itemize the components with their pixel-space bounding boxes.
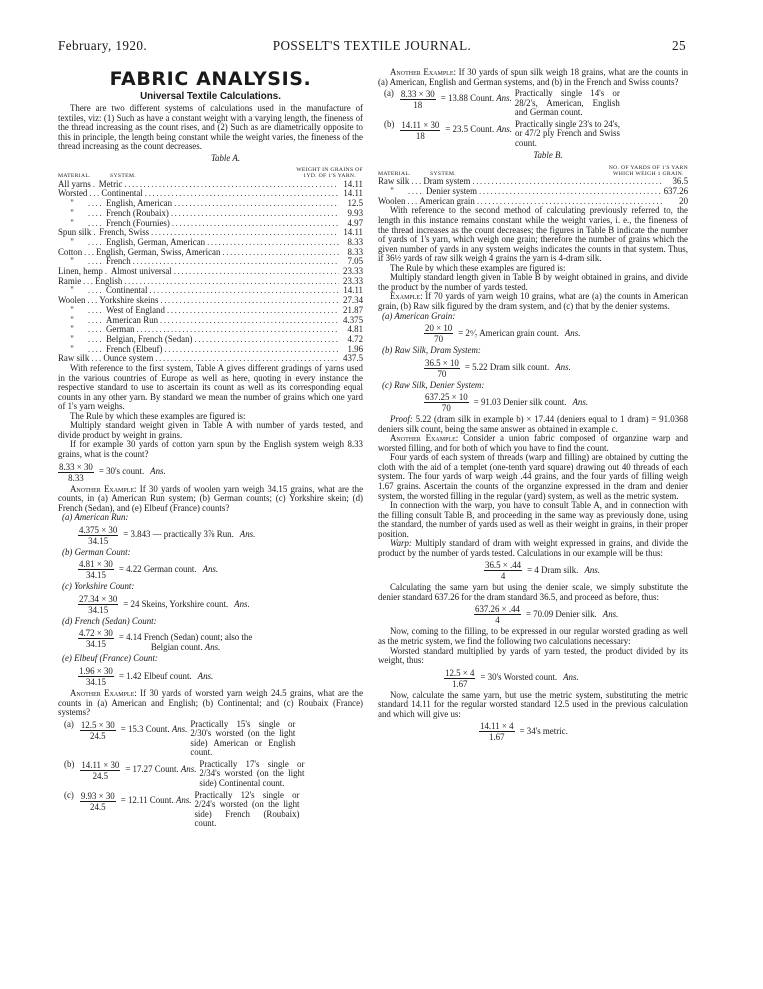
paragraph: Four yards of each system of threads (warp and filling) are obtained by cutting the cloth with the aid of a templet (one-tenth yard square) drawing out 40 threads of each system. The four yards of warp weigh .44 grains, and the four yards of filling weigh 1.67 grains. Ascertain the counts of the organzine expressed in the dram and denier system, the worsted filling in the regular (yard) system, as well as the metric system. xyxy=(378,452,688,501)
table-cell-value: 14.11 xyxy=(343,178,363,189)
table-cell-material: Cotton xyxy=(58,246,83,257)
table-cell-material: " xyxy=(70,217,74,228)
table-cell-system: French (Elbeuf) xyxy=(106,343,163,354)
table-a-col-weight: WEIGHT IN GRAINS OF 1YD. OF 1'S YARN. xyxy=(296,166,363,180)
table-cell-material: " xyxy=(70,343,74,354)
equation: $\frac{637.26 \times .44}{4}$ = 70.09 Denier silk. Ans. xyxy=(475,604,619,626)
table-row xyxy=(58,257,363,267)
table-cell-value: 8.33 xyxy=(347,236,363,247)
equation: $\frac{4.81 \times 30}{34.15}$ = 4.22 German count. Ans. xyxy=(79,559,219,581)
intro-paragraph: There are two different systems of calculations used in the manufacture of textiles, viz: (1) Such as have a constant weight with a varying length, the fineness of the thread increasing as the count rises, and (2) Such as are diametrically opposite to this in principle, the length being constant while the weight varies, the fineness of the thread increasing as the count decreases. xyxy=(58,103,363,152)
table-cell-material: Raw silk xyxy=(378,176,410,187)
table-cell-value: 20 xyxy=(679,195,688,206)
table-cell-material: " xyxy=(390,186,394,197)
table-row xyxy=(58,296,363,306)
table-cell-material: " xyxy=(70,198,74,209)
table-cell-value: 21.87 xyxy=(343,304,363,315)
table-cell-material: Woolen xyxy=(378,195,406,206)
table-cell-system: Belgian, French (Sedan) xyxy=(106,333,193,344)
table-cell-system: Dram system xyxy=(423,176,471,187)
paragraph: Worsted standard multiplied by yards of yarn tested, the product divided by its weight, thus: xyxy=(378,645,688,666)
example-label: (d) French (Sedan) Count: xyxy=(62,615,157,626)
paragraph: The Rule by which these examples are figured is: xyxy=(70,410,246,421)
table-cell-material: " xyxy=(70,256,74,267)
page-header xyxy=(58,38,686,56)
table-cell-system: English, American xyxy=(106,198,173,209)
table-cell-system: American grain xyxy=(419,195,475,206)
equation: $\frac{4.375 \times 30}{34.15}$ = 3.843 — practically 3⅞ Run. Ans. xyxy=(79,524,256,546)
equation: (b) $\frac{14.11 \times 30}{24.5}$ = 17.27 Count. Ans. Practically 17's single or 2/34's worsted (on the light side) Continental count. xyxy=(64,758,305,788)
table-cell-system: English, German, American xyxy=(106,236,206,247)
table-b-col-yards: NO. OF YARDS OF 1'S YARN WHICH WEIGH 1 GRAIN. xyxy=(608,164,688,177)
table-cell-material: Spun silk xyxy=(58,227,92,238)
table-cell-system: Metric xyxy=(98,178,123,189)
table-row xyxy=(58,277,363,287)
table-row xyxy=(58,189,363,199)
table-cell-value: 8.33 xyxy=(347,246,363,257)
table-a-caption: Table A. xyxy=(210,152,241,163)
table-cell-system: French (Roubaix) xyxy=(106,207,169,218)
table-cell-material: Linen, hemp xyxy=(58,266,103,277)
table-cell-system: French (Fournies) xyxy=(106,217,170,228)
table-cell-value: 9.93 xyxy=(347,207,363,218)
paragraph: Calculating the same yarn but using the denier scale, we simply substitute the denier standard 637.26 for the dram standard 36.5, and proceed as before, thus: xyxy=(378,582,688,602)
table-cell-value: 4.97 xyxy=(347,217,363,228)
table-row xyxy=(58,306,363,316)
example-label: (a) American Grain: xyxy=(382,310,456,321)
left-column xyxy=(58,68,363,831)
paragraph: Another Example: If 30 yards of worsted yarn weigh 24.5 grains, what are the counts in (a) American and English; (b) Continental; and (c) Roubaix (France) systems? xyxy=(58,688,364,718)
table-cell-value: 1.96 xyxy=(347,343,363,354)
table-cell-system: West of England xyxy=(106,304,165,315)
equation: $\frac{637.25 \times 10}{70}$ = 91.03 Denier silk count. Ans. xyxy=(425,392,589,414)
table-cell-system: French, Swiss xyxy=(99,227,150,238)
table-row xyxy=(58,209,363,219)
table-cell-material: " xyxy=(70,304,74,315)
table-b-header xyxy=(378,160,688,177)
equation: $\frac{4.72 \times 30}{34.15}$ = 4.14 French (Sedan) count; also the Belgian count. Ans. xyxy=(79,628,253,652)
table-cell-material: All yarns xyxy=(58,178,91,189)
table-cell-material: Worsted xyxy=(58,188,88,199)
table-cell-system: Continental xyxy=(106,285,148,296)
table-cell-system: Yorkshire skeins xyxy=(99,295,159,306)
equation: $\frac{36.5 \times .44}{4}$ = 4 Dram silk. Ans. xyxy=(485,560,600,582)
table-cell-material: " xyxy=(70,285,74,296)
example-label: (c) Yorkshire Count: xyxy=(62,581,135,592)
equation: $\frac{14.11 \times 4}{1.67}$ = 34's metric. xyxy=(480,721,568,743)
example-label: (c) Raw Silk, Denier System: xyxy=(382,379,485,390)
example-label: (e) Elbeuf (France) Count: xyxy=(62,653,158,664)
article-subtitle: Universal Textile Calculations. xyxy=(140,91,281,102)
paragraph: Warp: Multiply standard of dram with weight expressed in grains, and divide the product by the number of yards tested. Calculations in our example will be thus: xyxy=(378,538,689,558)
paragraph: In connection with the warp, you have to consult Table A, and in connection with the filling consult Table B, and proceeding in the same way as previously done, using the standard, the number of yards used as well as their weight in grains, in their proper position. xyxy=(378,500,688,539)
table-cell-system: German xyxy=(106,324,135,335)
table-cell-material: " xyxy=(70,333,74,344)
table-a-col-material: MATERIAL. xyxy=(58,173,91,180)
example-label: (b) German Count: xyxy=(62,546,131,557)
paragraph: With reference to the second method of calculating previously referred to, the length in this instance remains constant while the weight varies, i. e., the fineness of the thread increases as the count decreases; the figures in Table B indicate the number of yards of 1's yarn, which weigh one grain; therefore the number of grains which the given number of yards in any system weighs indicates the counts in that system. Thus, if 36½ yards of raw silk weigh 4 grains the yarn is 4-dram silk. xyxy=(378,205,688,264)
table-row xyxy=(58,325,363,335)
table-cell-value: 637.26 xyxy=(663,186,688,197)
equation: (a) $\frac{8.33 \times 30}{18}$ = 13.88 Count. Ans. Practically single 14's or 28/2's, American, English and German count. xyxy=(384,88,620,118)
table-cell-value: 437.5 xyxy=(343,353,363,364)
article-title: FABRIC ANALYSIS. xyxy=(109,68,312,90)
equation: $\frac{20 \times 10}{70}$ = 2⁶⁄₇ American grain count. Ans. xyxy=(425,323,581,345)
paragraph: Another Example: If 30 yards of spun silk weigh 18 grains, what are the counts in (a) American, English and German systems, and (b) in the French and Swiss counts? xyxy=(378,67,689,87)
table-cell-material: " xyxy=(70,207,74,218)
table-a-header xyxy=(58,163,363,180)
table-row xyxy=(58,316,363,326)
example-label: (b) Raw Silk, Dram System: xyxy=(382,345,481,356)
table-row xyxy=(378,177,688,187)
table-row xyxy=(58,248,363,258)
paragraph: With reference to the first system, Table A gives different gradings of yarns used in the various countries of Europe as well as here, quoting in every instance the respective standard to use to ascertain its count as well as its corresponding equal counts in any other yarn. By standard we mean the number of grains which one yard of 1's yarn weighs. xyxy=(58,363,363,412)
table-cell-value: 14.11 xyxy=(343,227,363,238)
equation: $\frac{27.34 \times 30}{34.15}$ = 24 Skeins, Yorkshire count. Ans. xyxy=(79,593,250,615)
table-cell-material: Woolen xyxy=(58,295,86,306)
right-column xyxy=(378,68,688,744)
table-cell-value: 4.72 xyxy=(347,333,363,344)
table-cell-value: 12.5 xyxy=(347,198,363,209)
table-cell-material: " xyxy=(70,236,74,247)
paragraph: If for example 30 yards of cotton yarn spun by the English system weigh 8.33 grains, what is the count? xyxy=(58,439,363,460)
table-cell-system: Ounce system xyxy=(103,353,154,364)
table-b-col-material: MATERIAL. xyxy=(378,170,411,177)
table-cell-value: 4.81 xyxy=(347,324,363,335)
table-cell-value: 4.375 xyxy=(343,314,363,325)
table-a-body xyxy=(58,180,363,364)
paragraph: Another Example: Consider a union fabric composed of organzine warp and worsted filling, and for both of which you have to find the count. xyxy=(378,433,689,453)
table-row xyxy=(58,228,363,238)
equation: (b) $\frac{14.11 \times 30}{18}$ = 23.5 Count. Ans. Practically single 23's to 24's, or 47/2 ply French and Swiss count. xyxy=(384,118,620,148)
table-cell-value: 23.33 xyxy=(343,275,363,286)
equation: (c) $\frac{9.93 \times 30}{24.5}$ = 12.11 Count. Ans. Practically 12's single or 2/24's worsted (on the light side) French (Roubaix) count. xyxy=(64,789,300,829)
table-b-col-system: SYSTEM. xyxy=(430,170,456,177)
example-label: (a) American Run: xyxy=(62,512,129,523)
equation: $\frac{12.5 \times 4}{1.67}$ = 30's Worsted count. Ans. xyxy=(445,667,579,689)
paragraph: Proof: 5.22 (dram silk in example b) × 17.44 (deniers equal to 1 dram) = 91.0368 deniers silk count, being the same answer as obtained in example c. xyxy=(378,414,689,434)
table-cell-system: Denier system xyxy=(426,186,478,197)
equation: (a) $\frac{12.5 \times 30}{24.5}$ = 15.3 Count. Ans. Practically 15's single or 2/30's worsted (on the light side) American or English count. xyxy=(64,718,296,758)
paragraph: Multiply standard length given in Table B by weight obtained in grains, and divide the product by the number of yards tested. xyxy=(378,272,688,292)
table-cell-system: English xyxy=(95,275,123,286)
table-cell-system: English, German, Swiss, American xyxy=(96,246,221,257)
equation: $\frac{36.5 \times 10}{70}$ = 5.22 Dram silk count. Ans. xyxy=(425,357,571,379)
table-cell-system: American Run xyxy=(106,314,159,325)
header-journal: POSSELT'S TEXTILE JOURNAL. xyxy=(272,38,472,53)
header-date: February, 1920. xyxy=(58,38,148,53)
table-cell-material: " xyxy=(70,314,74,325)
paragraph: The Rule by which these examples are figured is: xyxy=(390,262,566,273)
table-b-caption: Table B. xyxy=(533,150,563,161)
equation: $\frac{8.33 \times 30}{8.33}$ = 30's count. Ans. xyxy=(59,461,166,483)
paragraph: Another Example: If 30 yards of woolen yarn weigh 34.15 grains, what are the counts, in (a) American Run system; (b) German counts; (c) Yorkshire skein; (d) French (Sedan), and (e) Elbeuf (France) counts? xyxy=(58,483,364,513)
table-cell-value: 23.33 xyxy=(343,266,363,277)
table-cell-system: French xyxy=(106,256,131,267)
equation: $\frac{1.96 \times 30}{34.15}$ = 1.42 Elbeuf count. Ans. xyxy=(79,666,214,688)
table-cell-material: " xyxy=(70,324,74,335)
table-cell-value: 14.11 xyxy=(343,188,363,199)
table-a-col-system: SYSTEM. xyxy=(110,173,136,180)
table-cell-value: 36.5 xyxy=(672,176,688,187)
table-row xyxy=(58,335,363,345)
table-row xyxy=(58,199,363,209)
paragraph: Multiply standard weight given in Table A with number of yards tested, and divide product by weight in grains. xyxy=(58,420,363,440)
paragraph: Now, coming to the filling, to be expressed in our regular worsted grading as well as the metric system, we find the following two calculations necessary: xyxy=(378,626,688,646)
table-b-body xyxy=(378,177,688,206)
table-cell-value: 27.34 xyxy=(343,295,363,306)
paragraph: Now, calculate the same yarn, but use the metric system, substituting the metric standard 14.11 for the regular worsted standard 12.5 used in the previous calculation and which will give us: xyxy=(378,689,688,719)
header-page-number: 25 xyxy=(672,38,686,53)
table-cell-value: 7.05 xyxy=(347,256,363,267)
table-cell-material: Raw silk xyxy=(58,353,90,364)
table-cell-system: Continental xyxy=(101,188,143,199)
table-cell-value: 14.11 xyxy=(343,285,363,296)
table-cell-material: Ramie xyxy=(58,275,82,286)
table-cell-system: Almost universal xyxy=(110,266,172,277)
paragraph: Example: If 70 yards of yarn weigh 10 grains, what are (a) the counts in American grain, (b) Raw silk figured by the dram system, and (c) that by the denier systems. xyxy=(378,291,689,311)
